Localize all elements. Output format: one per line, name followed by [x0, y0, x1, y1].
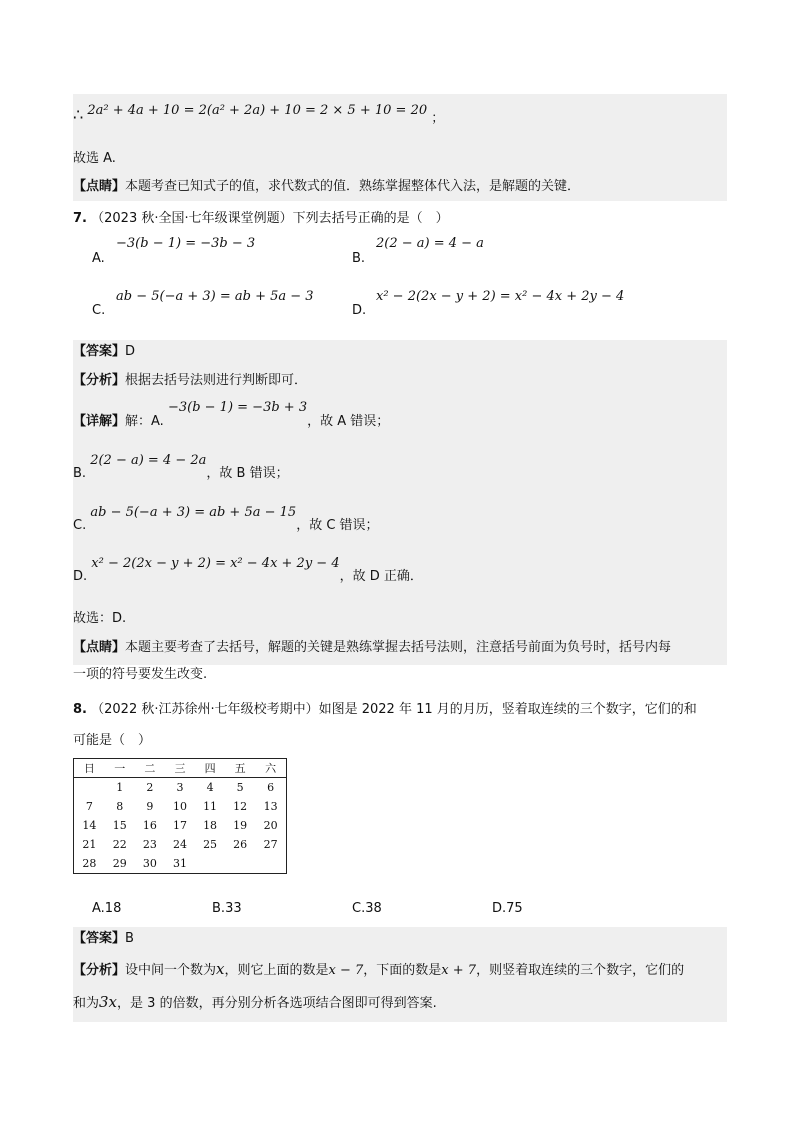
question-text: 下列去括号正确的是（ ）: [292, 211, 449, 226]
option-c-label: C.: [92, 303, 106, 318]
option-b-expr: 2(2 − a) = 4 − a: [376, 236, 484, 251]
weekday-thu: 四: [195, 759, 225, 778]
analysis-text-2a: 和为: [73, 996, 100, 1011]
calendar-day: [225, 854, 255, 874]
comment-text: 本题考查已知式子的值，求代数式的值．熟练掌握整体代入法，是解题的关键．: [125, 179, 581, 194]
comment-text-q7: 本题主要考查了去括号，解题的关键是熟练掌握去括号法则，注意括号前面为负号时，括号内每: [125, 640, 672, 655]
detail-label-b: B.: [73, 466, 87, 481]
detail-result-d: ，故 D 正确．: [339, 569, 423, 584]
q8-option-d-label: D.: [492, 901, 507, 916]
calendar-day: 4: [206, 781, 214, 794]
calendar-day: 9: [146, 800, 154, 813]
expr-up: x − 7: [328, 963, 364, 978]
analysis-line-q8-2: [73, 993, 437, 1013]
comment-tag-q7: 【点睛】: [73, 640, 126, 655]
question-text-8: 如图是 2022 年 11 月的月历，竖着取连续的三个数字，它们的和: [318, 702, 697, 717]
calendar-day: 24: [172, 838, 187, 851]
calendar-day: 5: [236, 781, 244, 794]
calendar-day: [74, 778, 105, 798]
calendar-day: 6: [267, 781, 275, 794]
q8-option-a-value: 18: [104, 901, 122, 916]
calendar-day: 15: [112, 819, 127, 832]
detail-line-d: [73, 556, 423, 586]
weekday-tue: 二: [135, 759, 165, 778]
therefore-symbol: ∴: [73, 105, 84, 124]
q8-option-a-label: A.: [92, 901, 105, 916]
therefore-line: [73, 100, 445, 126]
answer-line: [73, 343, 135, 361]
detail-intro: 解：A.: [125, 414, 164, 429]
q8-option-c-label: C.: [352, 901, 366, 916]
calendar-day: [195, 854, 225, 874]
calendar-day: 26: [233, 838, 248, 851]
detail-label-d: D.: [73, 569, 88, 584]
q8-option-b: [212, 901, 242, 916]
expr-down: x + 7: [441, 963, 477, 978]
calendar-day: 13: [263, 800, 278, 813]
detail-line-b: [73, 453, 289, 483]
question-number: 7.: [73, 211, 87, 226]
q8-option-c: [352, 901, 382, 916]
q8-option-d: [492, 901, 523, 916]
analysis-tag: 【分析】: [73, 373, 126, 388]
calendar-day: 12: [233, 800, 248, 813]
calendar-week-row: [74, 835, 287, 854]
calendar-day: 10: [172, 800, 187, 813]
weekday-wed: 三: [165, 759, 195, 778]
answer-tag-q8: 【答案】: [73, 931, 126, 946]
calendar-day: 8: [116, 800, 124, 813]
calendar-week-row: [74, 797, 287, 816]
analysis-line: [73, 372, 307, 390]
detail-expr-b: 2(2 − a) = 4 − 2a: [90, 453, 207, 468]
weekday-mon: 一: [105, 759, 135, 778]
expr-sum: 3x: [99, 993, 118, 1011]
option-d-label: D.: [352, 303, 367, 318]
weekday-fri: 五: [225, 759, 255, 778]
calendar-day: 14: [82, 819, 97, 832]
option-a-expr: −3(b − 1) = −3b − 3: [116, 236, 256, 251]
calendar-day: 19: [233, 819, 248, 832]
calendar-day: 22: [112, 838, 127, 851]
question-source: （2023 秋·全国·七年级课堂例题）: [91, 211, 293, 226]
choice-line-q7: 故选：D.: [73, 611, 127, 626]
analysis-text-1c: ，下面的数是: [363, 963, 442, 978]
detail-tag: 【详解】: [73, 414, 126, 429]
calendar-day: 20: [263, 819, 278, 832]
var-x: x: [216, 960, 225, 978]
choice-line: 故选 A.: [73, 151, 116, 166]
calendar-day: 25: [203, 838, 218, 851]
question-8-stem-2: 可能是（ ）: [73, 733, 152, 748]
answer-tag: 【答案】: [73, 344, 126, 359]
answer-value: D: [125, 344, 136, 359]
calendar-day: 29: [112, 857, 127, 870]
q8-option-c-value: 38: [365, 901, 382, 916]
calendar-day: 16: [142, 819, 157, 832]
calendar-header-row: [74, 759, 287, 778]
q8-option-a: [92, 901, 121, 916]
calendar-day: 18: [203, 819, 218, 832]
q8-option-d-value: 75: [506, 901, 523, 916]
detail-expr-c: ab − 5(−a + 3) = ab + 5a − 15: [90, 505, 297, 520]
calendar-day: 17: [172, 819, 187, 832]
weekday-sun: 日: [74, 759, 105, 778]
detail-expr-d: x² − 2(2x − y + 2) = x² − 4x + 2y − 4: [91, 556, 340, 571]
analysis-text-2b: ，是 3 的倍数，再分别分析各选项结合图即可得到答案.: [117, 996, 437, 1011]
option-a-label: A.: [92, 251, 105, 266]
calendar-day: 3: [176, 781, 184, 794]
analysis-text-1b: ，则它上面的数是: [224, 963, 329, 978]
question-8-stem: [73, 701, 697, 719]
calendar-day: 1: [116, 781, 124, 794]
detail-label-c: C.: [73, 518, 87, 533]
calendar-week-row: [74, 816, 287, 835]
answer-value-q8: B: [125, 931, 134, 946]
detail-expr-a: −3(b − 1) = −3b + 3: [167, 400, 308, 415]
calendar-table: [73, 758, 287, 874]
calendar-day: 28: [82, 857, 97, 870]
question-number-8: 8.: [73, 702, 87, 717]
detail-line-c: [73, 505, 379, 535]
calendar-day: 31: [172, 857, 187, 870]
analysis-text-1d: ，则竖着取连续的三个数字，它们的: [476, 963, 685, 978]
comment-line: [73, 178, 580, 196]
q8-option-b-label: B.: [212, 901, 226, 916]
comment-tag: 【点睛】: [73, 179, 126, 194]
detail-result-c: ，故 C 错误；: [296, 518, 379, 533]
answer-line-q8: [73, 930, 134, 948]
weekday-sat: 六: [255, 759, 286, 778]
detail-result-b: ，故 B 错误；: [206, 466, 289, 481]
calendar-day: 23: [142, 838, 157, 851]
q8-option-b-value: 33: [225, 901, 242, 916]
calendar-day: 27: [263, 838, 278, 851]
option-c-expr: ab − 5(−a + 3) = ab + 5a − 3: [116, 289, 314, 304]
calendar-day: [255, 854, 286, 874]
calendar-day: 30: [142, 857, 157, 870]
calendar-week-row: [74, 854, 287, 874]
detail-line-a: [73, 400, 390, 431]
comment-line-q7-2: 一项的符号要发生改变.: [73, 667, 208, 682]
calendar-day: 11: [203, 800, 218, 813]
analysis-text-1a: 设中间一个数为: [125, 963, 217, 978]
option-b-label: B.: [352, 251, 366, 266]
analysis-line-q8: [73, 960, 684, 980]
detail-result-a: ，故 A 错误；: [307, 414, 390, 429]
calendar-week-row: [74, 778, 287, 798]
calendar-day: 2: [146, 781, 154, 794]
analysis-tag-q8: 【分析】: [73, 963, 126, 978]
calendar-day: 21: [82, 838, 97, 851]
question-7-stem: [73, 210, 449, 228]
line-end: ；: [431, 111, 445, 126]
comment-line-q7: [73, 639, 671, 657]
analysis-text: 根据去括号法则进行判断即可．: [125, 373, 308, 388]
question-source-8: （2022 秋·江苏徐州·七年级校考期中）: [91, 702, 319, 717]
option-d-expr: x² − 2(2x − y + 2) = x² − 4x + 2y − 4: [376, 289, 625, 304]
equation: 2a² + 4a + 10 = 2(a² + 2a) + 10 = 2 × 5 + 10 = 20: [87, 103, 428, 118]
calendar-day: 7: [85, 800, 93, 813]
